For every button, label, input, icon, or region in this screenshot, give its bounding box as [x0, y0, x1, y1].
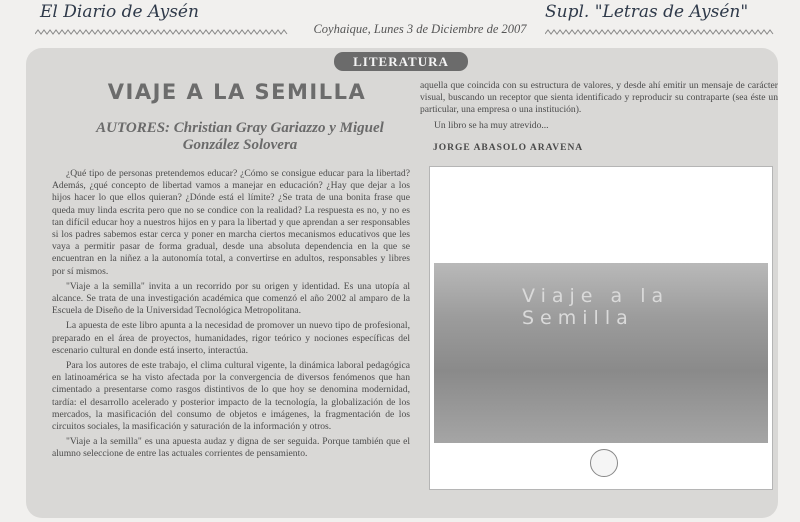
cover-title: Viaje a la Semilla: [522, 285, 670, 329]
article-paragraph: "Viaje a la semilla" invita a un recorrido por su origen y identidad. Es una utopía al alcance. Se trata de una investigación académica que comenzó el año 2002 al amparo de la Escuela de Diseño de la Universidad Tecnológica Metropolitana.: [52, 280, 410, 317]
section-tab: LITERATURA: [334, 52, 468, 71]
article-authors: [52, 120, 410, 154]
article-paragraph: aquella que coincida con su estructura de valores, y desde ahí emitir un mensaje de carácter visual, buscando un receptor que sienta identificado y reproducir su contraparte (sea éste un particular, una empresa o una institución).: [420, 80, 778, 116]
date-line: Coyhaique, Lunes 3 de Diciembre de 2007: [313, 22, 527, 36]
article-paragraph: La apuesta de este libro apunta a la necesidad de promover un nuevo tipo de profesional, preparado en el área de proyectos, humanidades, rigor teórico y nociones específicas del escenario cultural en donde está inserto, interactúa.: [52, 320, 410, 356]
article-paragraph: Un libro se ha muy atrevido...: [434, 119, 549, 131]
newspaper-name-handwritten: El Diario de Aysén: [40, 2, 199, 22]
authors-line-1: AUTORES: Christian Gray Gariazzo y Miguel: [96, 120, 384, 136]
article-headline: VIAJE A LA SEMILLA: [107, 80, 367, 104]
article-paragraph: Para los autores de este trabajo, el clima cultural vigente, la dinámica laboral pedagógica en latinoamérica se ha visto afectada por la convergencia de diversos fenómenos que han cimentado a presentarse como rasgos distintivos de lo que hoy se denomina modernidad, tardía: el desarrollo acelerado y posterior impacto de la tecnología, la globalización de los mercados, la masificación del consumo de objetos e imágenes, la fragmentación de los circuitos sociales, la masificación y saturación de la información y otros.: [52, 360, 410, 433]
decorative-zigzag-right: [545, 29, 775, 35]
article-paragraph: ¿Qué tipo de personas pretendemos educar? ¿Cómo se consigue educar para la libertad? Además, ¿qué concepto de libertad vamos a manejar en educación? ¿Hay que dejar a los hijos hacer lo que ellos quieran? ¿Dónde está el límite? ¿Se trata de una bonita frase que queda muy linda escrita pero que no se condice con la realidad? La respuesta es no, y no es tan difícil educar hoy a nuestros hijos en y para la libertad y que aprendan a ser responsables si los padres sabemos estar cerca y poner en marcha ciertos mecanismos educativos que les vaya a permitir pasar de forma gradual, desde una absoluta dependencia en la que se encuentran en la niñez a la autonomía total, a convertirse en adultos, responsables y libres por sí mismos.: [52, 168, 410, 277]
university-seal-icon: [590, 449, 618, 477]
decorative-zigzag-left: [35, 29, 290, 35]
article-byline: JORGE ABASOLO ARAVENA: [433, 143, 584, 153]
supplement-name-handwritten: Supl. "Letras de Aysén": [545, 2, 749, 22]
article-right-column: [420, 80, 778, 135]
book-cover-image: [429, 166, 773, 490]
article-paragraph: "Viaje a la semilla" es una apuesta audaz y digna de ser seguida. Porque también que el alumno seleccione de entre las actuales corrientes de pensamiento.: [52, 436, 410, 460]
article-left-column: [52, 80, 410, 464]
authors-line-2: González Solovera: [182, 137, 298, 153]
